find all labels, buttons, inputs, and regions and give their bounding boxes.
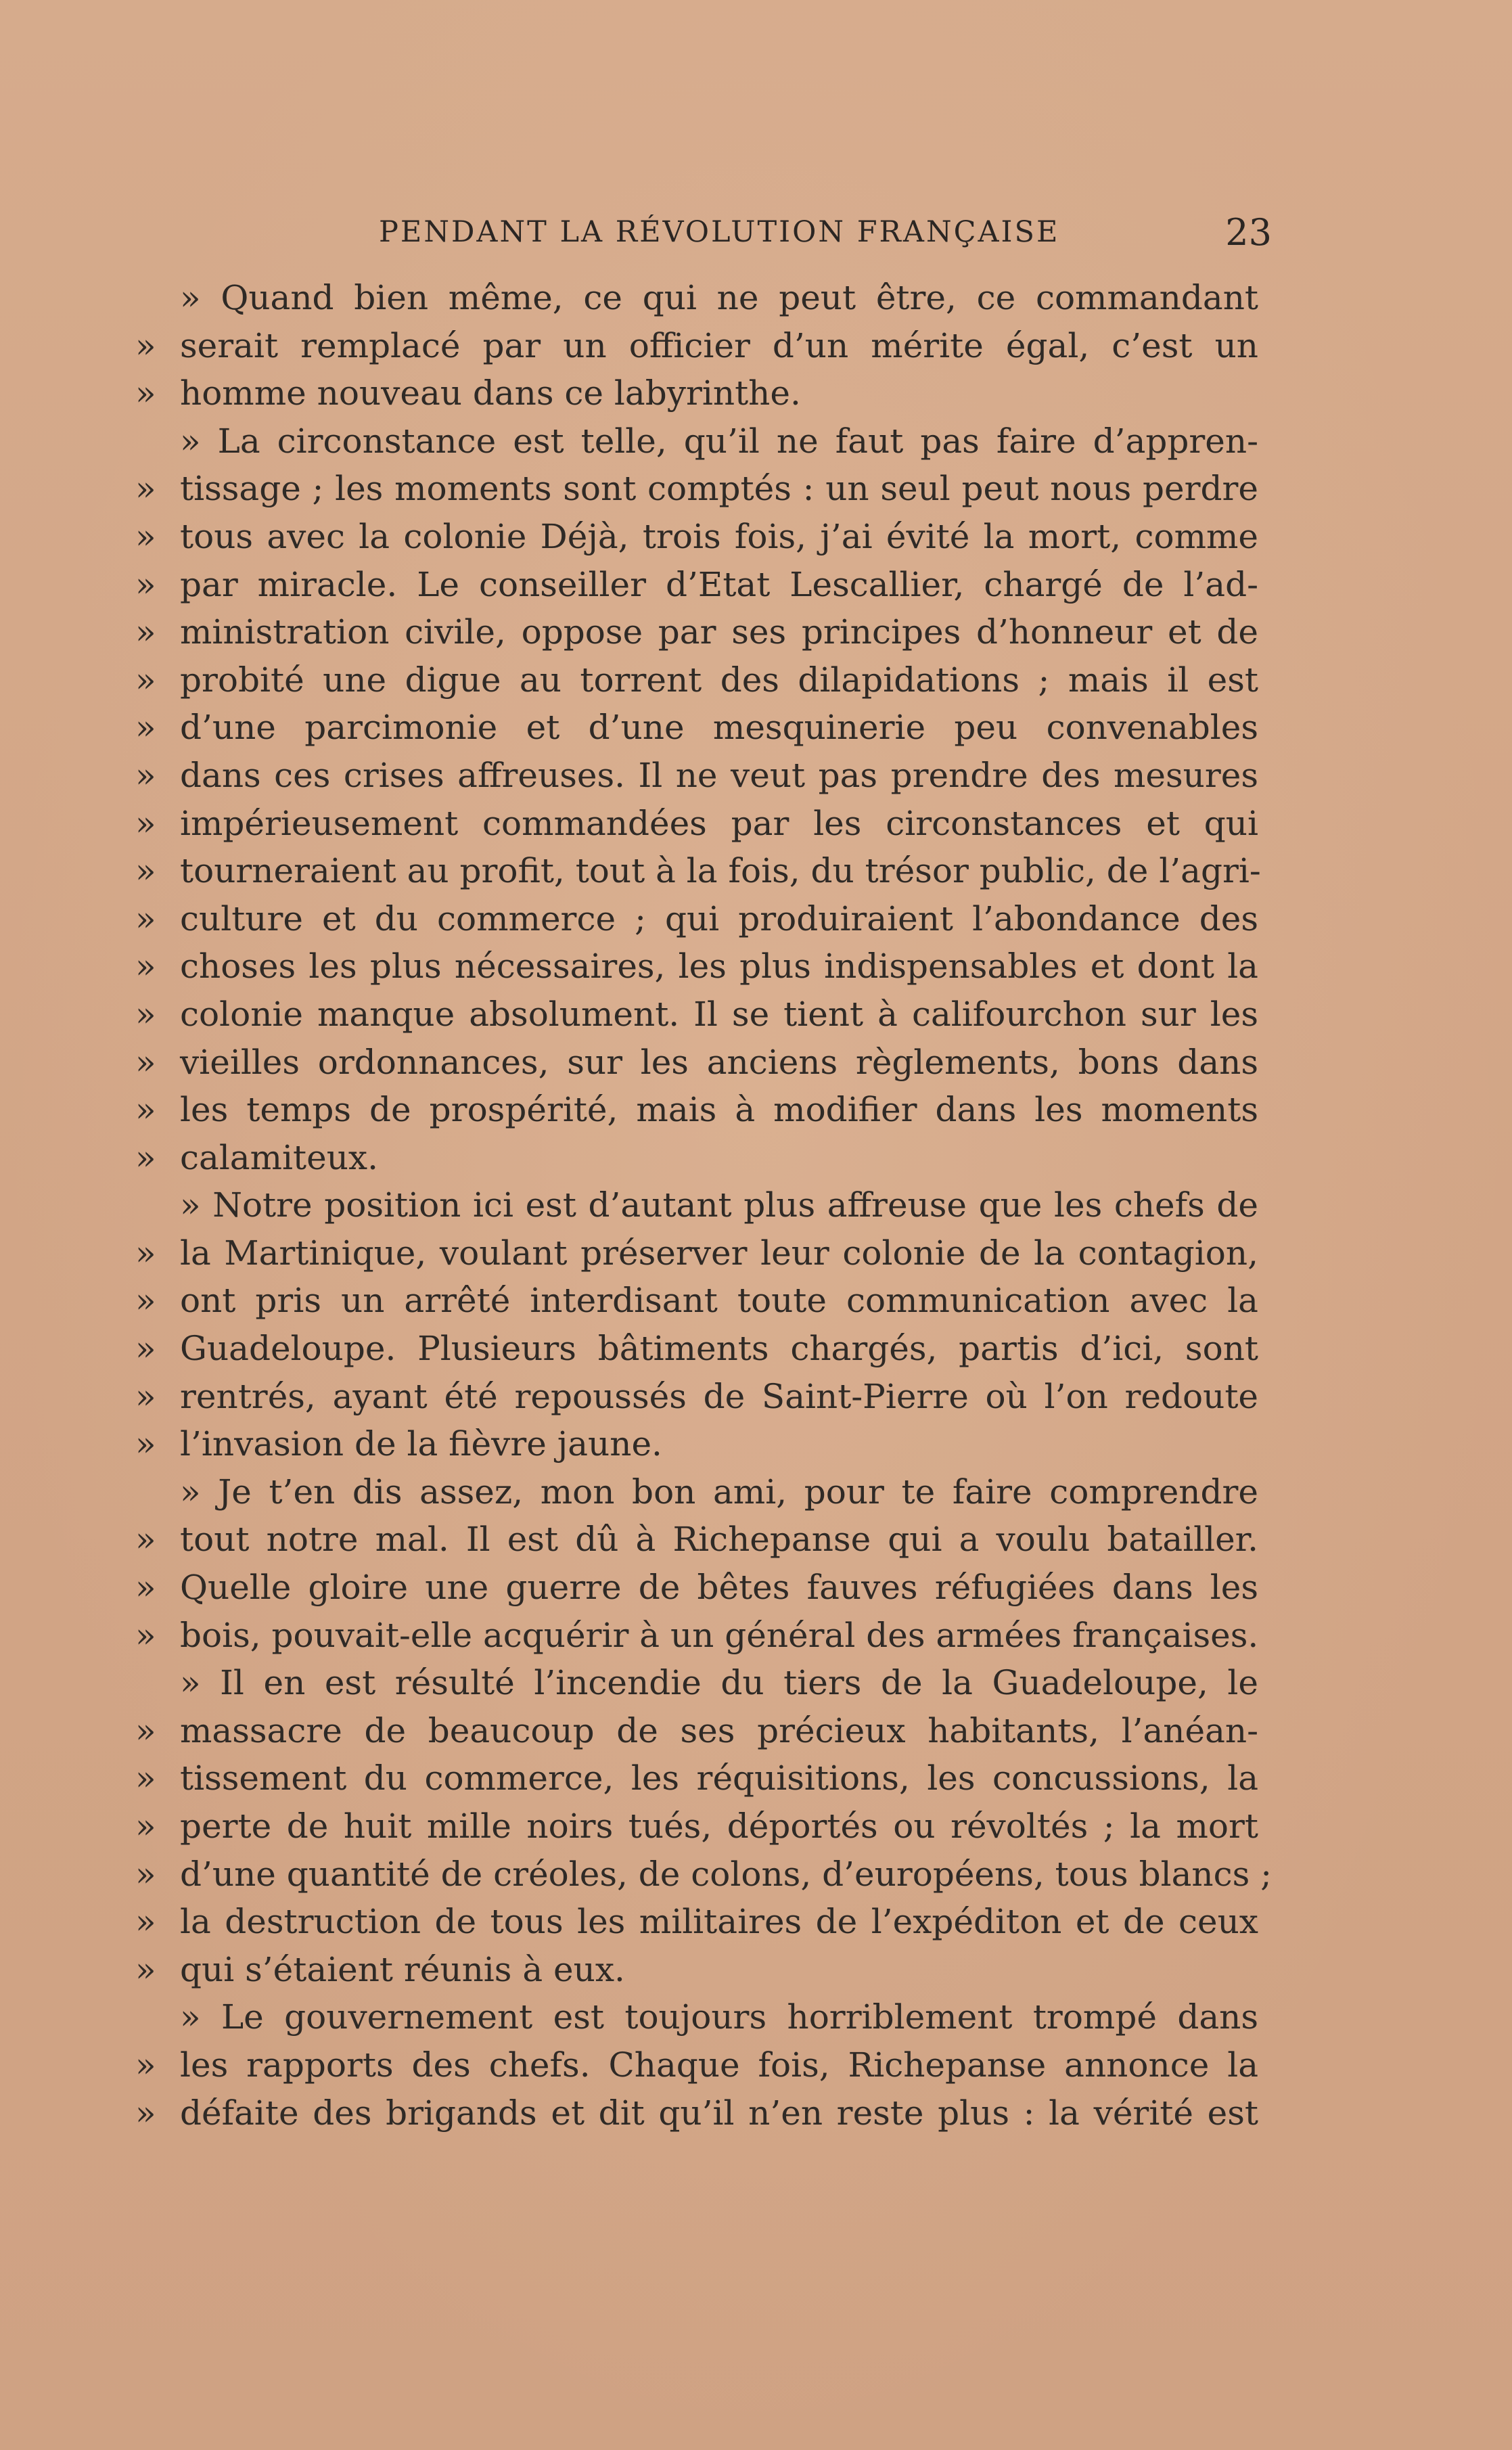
line-text: qui s’étaient réunis à eux. — [180, 1949, 625, 1989]
line-text: bois, pouvait-elle acquérir à un général des armées françaises. — [180, 1615, 1259, 1655]
line-text: tourneraient au profit, tout à la fois, du trésor public, de l’agri- — [180, 851, 1261, 891]
quote-mark: » — [135, 1281, 156, 1321]
text-line — [135, 1468, 1258, 1516]
text-line — [135, 513, 1258, 561]
text-line — [135, 1564, 1258, 1612]
quote-mark: » — [135, 564, 156, 604]
line-text: colonie manque absolument. Il se tient à califourchon sur les — [180, 994, 1258, 1034]
page-number: 23 — [1225, 211, 1272, 254]
text-line — [135, 1802, 1258, 1851]
quote-mark: » — [135, 1424, 156, 1464]
text-line — [135, 1851, 1273, 1899]
text-line — [135, 1754, 1258, 1802]
text-line — [135, 1993, 1258, 2041]
text-line — [135, 2089, 1258, 2137]
text-line — [135, 274, 1258, 322]
line-text: rentrés, ayant été repoussés de Saint-Pierre où l’on redoute — [180, 1376, 1258, 1416]
text-line — [135, 1086, 1258, 1134]
text-line — [135, 1229, 1258, 1277]
quote-mark: » — [135, 516, 156, 556]
quote-mark: » — [135, 1137, 156, 1177]
line-text: » Quand bien même, ce qui ne peut être, ce commandant — [180, 278, 1258, 317]
line-text: d’une quantité de créoles, de colons, d’européens, tous blancs ; — [180, 1854, 1273, 1894]
text-line — [135, 1277, 1258, 1325]
line-text: Quelle gloire une guerre de bêtes fauves réfugiées dans les — [180, 1568, 1258, 1608]
line-text: ont pris un arrêté interdisant toute communication avec la — [180, 1281, 1258, 1321]
quote-mark: » — [135, 1329, 156, 1369]
line-text: tissement du commerce, les réquisitions, les concussions, la — [180, 1759, 1258, 1798]
text-line — [135, 561, 1258, 609]
text-line — [135, 1898, 1258, 1946]
text-line — [135, 800, 1258, 848]
text-line — [135, 1039, 1258, 1087]
quote-mark: » — [135, 899, 156, 938]
quote-mark: » — [135, 1233, 156, 1273]
quote-mark: » — [135, 1520, 156, 1560]
quote-mark: » — [135, 1854, 156, 1894]
quote-mark: » — [135, 1568, 156, 1608]
text-line — [135, 608, 1258, 656]
line-text: les temps de prospérité, mais à modifier dans les moments — [180, 1090, 1258, 1130]
line-text: ministration civile, oppose par ses principes d’honneur et de — [180, 612, 1258, 652]
text-line — [135, 465, 1258, 513]
quote-mark: » — [135, 1807, 156, 1846]
line-text: serait remplacé par un officier d’un mérite égal, c’est un — [180, 325, 1258, 365]
text-line — [135, 704, 1258, 752]
line-text: homme nouveau dans ce labyrinthe. — [180, 373, 801, 413]
quote-mark: » — [135, 1759, 156, 1798]
text-line — [135, 847, 1261, 895]
text-line — [135, 1325, 1258, 1373]
line-text: la Martinique, voulant préserver leur colonie de la contagion, — [180, 1233, 1258, 1273]
quote-mark: » — [135, 1902, 156, 1942]
line-text: probité une digue au torrent des dilapidations ; mais il est — [180, 660, 1258, 700]
line-text: défaite des brigands et dit qu’il n’en reste plus : la vérité est — [180, 2093, 1258, 2133]
text-line — [135, 1516, 1258, 1564]
quote-mark: » — [135, 1090, 156, 1130]
text-line — [135, 1420, 1258, 1468]
line-text: calamiteux. — [180, 1137, 378, 1177]
line-text: » Le gouvernement est toujours horriblement trompé dans — [180, 1997, 1258, 2037]
line-text: culture et du commerce ; qui produiraient l’abondance des — [180, 899, 1258, 938]
quote-mark: » — [135, 1710, 156, 1750]
line-text: par miracle. Le conseiller d’Etat Lescallier, chargé de l’ad- — [180, 564, 1258, 604]
quote-mark: » — [135, 994, 156, 1034]
quote-mark: » — [135, 469, 156, 509]
quote-mark: » — [135, 1042, 156, 1082]
quote-mark: » — [135, 373, 156, 413]
text-line — [135, 991, 1258, 1039]
line-text: les rapports des chefs. Chaque fois, Richepanse annonce la — [180, 2045, 1258, 2085]
quote-mark: » — [135, 947, 156, 986]
line-text: tout notre mal. Il est dû à Richepanse qui a voulu batailler. — [180, 1520, 1258, 1560]
running-title: PENDANT LA RÉVOLUTION FRANÇAISE — [379, 215, 1060, 249]
line-text: dans ces crises affreuses. Il ne veut pas prendre des mesures — [180, 755, 1258, 795]
line-text: Guadeloupe. Plusieurs bâtiments chargés, partis d’ici, sont — [180, 1329, 1258, 1369]
text-line — [135, 1181, 1258, 1229]
line-text: tissage ; les moments sont comptés : un seul peut nous perdre — [180, 469, 1258, 509]
line-text: » Je t’en dis assez, mon bon ami, pour te faire comprendre — [180, 1472, 1258, 1512]
line-text: » Notre position ici est d’autant plus affreuse que les chefs de — [180, 1185, 1258, 1225]
quote-mark: » — [135, 803, 156, 843]
quote-mark: » — [135, 851, 156, 891]
line-text: » La circonstance est telle, qu’il ne faut pas faire d’appren- — [180, 421, 1258, 461]
line-text: massacre de beaucoup de ses précieux habitants, l’anéan- — [180, 1710, 1258, 1750]
text-line — [135, 943, 1258, 991]
line-text: la destruction de tous les militaires de l’expéditon et de ceux — [180, 1902, 1258, 1942]
quote-mark: » — [135, 1376, 156, 1416]
quote-mark: » — [135, 325, 156, 365]
text-line — [135, 1659, 1258, 1707]
line-text: l’invasion de la fièvre jaune. — [180, 1424, 662, 1464]
quote-mark: » — [135, 755, 156, 795]
line-text: impérieusement commandées par les circonstances et qui — [180, 803, 1258, 843]
quote-mark: » — [135, 1949, 156, 1989]
text-line — [135, 1946, 1258, 1994]
text-line — [135, 1612, 1258, 1660]
text-line — [135, 1707, 1258, 1755]
body-text — [135, 274, 1273, 2137]
line-text: » Il en est résulté l’incendie du tiers de la Guadeloupe, le — [180, 1663, 1258, 1703]
line-text: choses les plus nécessaires, les plus indispensables et dont la — [180, 947, 1258, 986]
text-line — [135, 1134, 1258, 1182]
text-line — [135, 752, 1258, 800]
line-text: vieilles ordonnances, sur les anciens règlements, bons dans — [180, 1042, 1258, 1082]
text-line — [135, 656, 1258, 704]
quote-mark: » — [135, 708, 156, 748]
quote-mark: » — [135, 2045, 156, 2085]
quote-mark: » — [135, 1615, 156, 1655]
text-line — [135, 2041, 1258, 2089]
line-text: d’une parcimonie et d’une mesquinerie peu convenables — [180, 708, 1258, 748]
text-line — [135, 417, 1258, 466]
line-text: perte de huit mille noirs tués, déportés ou révoltés ; la mort — [180, 1807, 1258, 1846]
line-text: tous avec la colonie Déjà, trois fois, j’ai évité la mort, comme — [180, 516, 1258, 556]
text-line — [135, 895, 1258, 943]
text-line — [135, 322, 1258, 370]
text-line — [135, 369, 1258, 417]
quote-mark: » — [135, 612, 156, 652]
quote-mark: » — [135, 2093, 156, 2133]
text-line — [135, 1373, 1258, 1421]
running-head — [379, 211, 1272, 252]
quote-mark: » — [135, 660, 156, 700]
